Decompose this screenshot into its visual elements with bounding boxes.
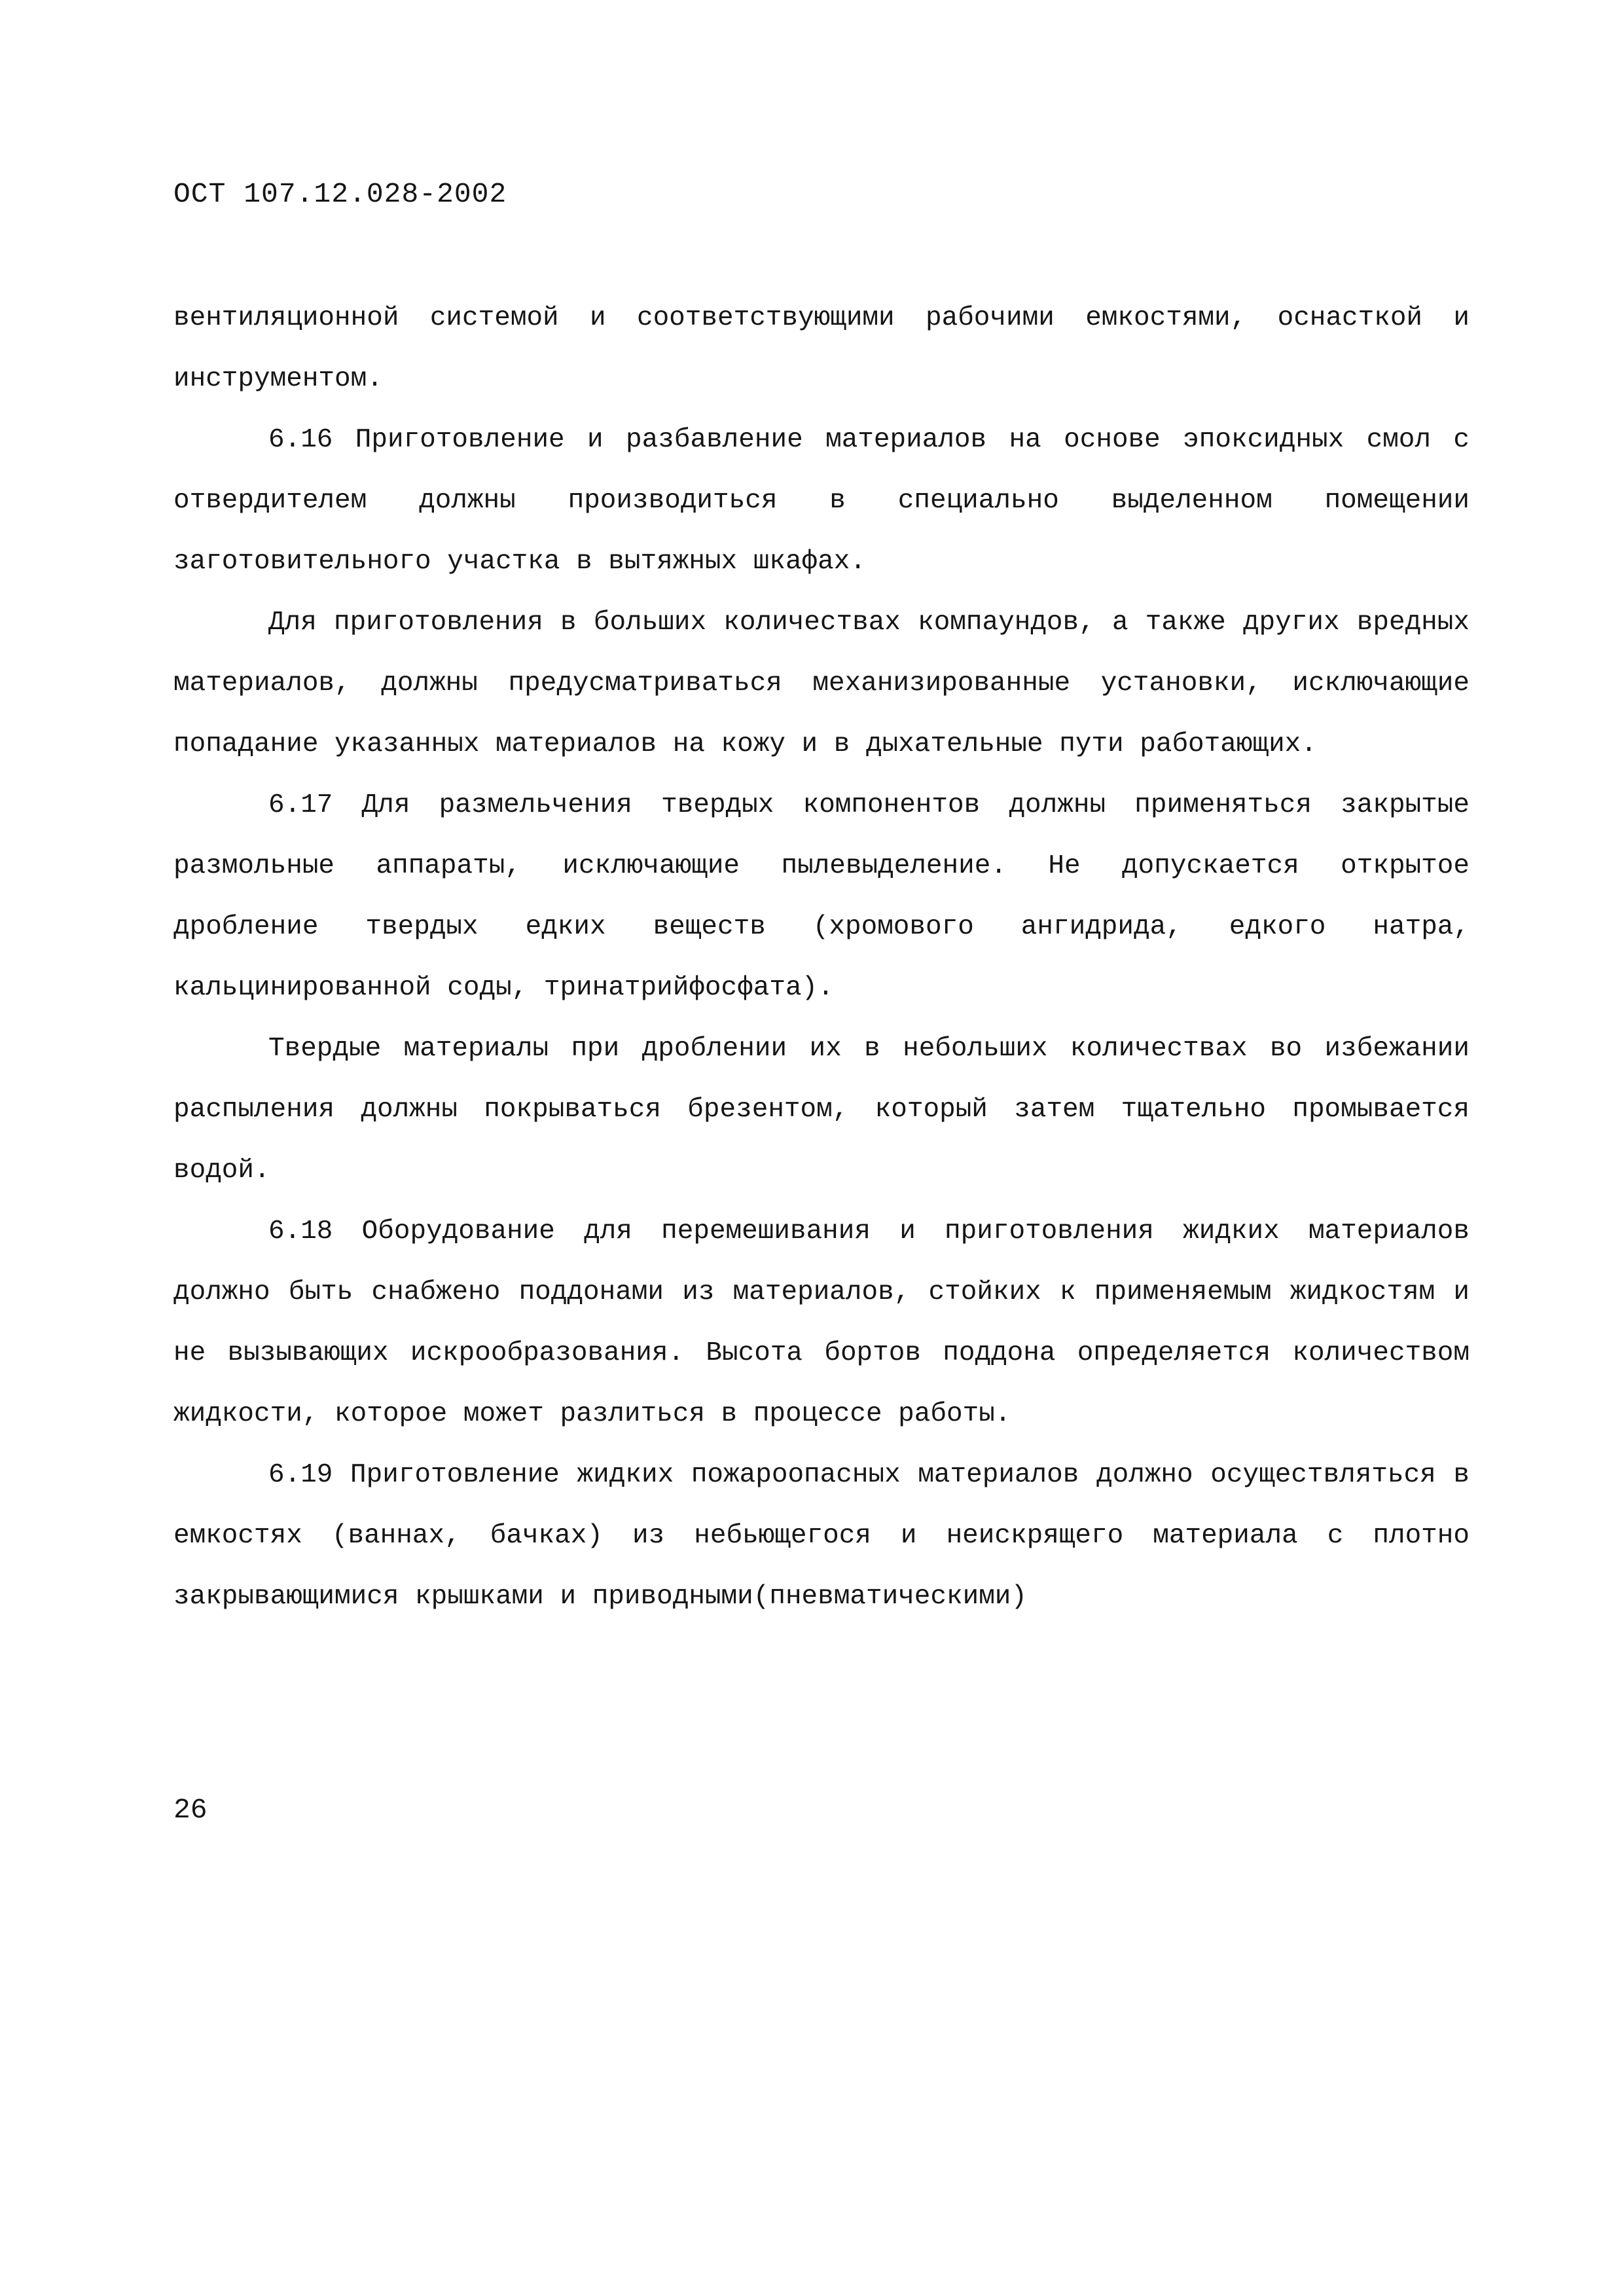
paragraph-continuation: вентиляционной системой и соответствующими рабочими емкостями, оснасткой и инструментом.	[173, 303, 1470, 394]
paragraph-6-16: 6.16 Приготовление и разбавление материалов на основе эпоксидных смол с отвердителем должны производиться в специально выделенном помещении заготовительного участка в вытяжных шкафах.	[173, 425, 1470, 577]
paragraph-6-18: 6.18 Оборудование для перемешивания и приготовления жидких материалов должно быть снабжено поддонами из материалов, стойких к применяемым жидкостям и не вызывающих искрообразования. Высота бортов поддона определяется количеством жидкости, которое может разлиться в процессе работы.	[173, 1216, 1470, 1429]
paragraph-6-19: 6.19 Приготовление жидких пожароопасных материалов должно осуществляться в емкостях (ваннах, бачках) из небьющегося и неискрящего материала с плотно закрывающимися крышками и приводными(пневматическими)	[173, 1460, 1470, 1612]
document-body	[173, 288, 1470, 1628]
paragraph-solid-materials: Твердые материалы при дроблении их в небольших количествах во избежании распыления должны покрываться брезентом, который затем тщательно промывается водой.	[173, 1034, 1470, 1186]
paragraph-compounds: Для приготовления в больших количествах компаундов, а также других вредных материалов, должны предусматриваться механизированные установки, исключающие попадание указанных материалов на кожу и в дыхательные пути работающих.	[173, 608, 1470, 759]
document-code-header: ОСТ 107.12.028-2002	[173, 178, 507, 210]
page-number: 26	[173, 1794, 208, 1826]
paragraph-6-17: 6.17 Для размельчения твердых компонентов должны применяться закрытые размольные аппараты, исключающие пылевыделение. Не допускается открытое дробление твердых едких веществ (хромового ангидрида, едкого натра, кальцинированной соды, тринатрийфосфата).	[173, 790, 1470, 1003]
